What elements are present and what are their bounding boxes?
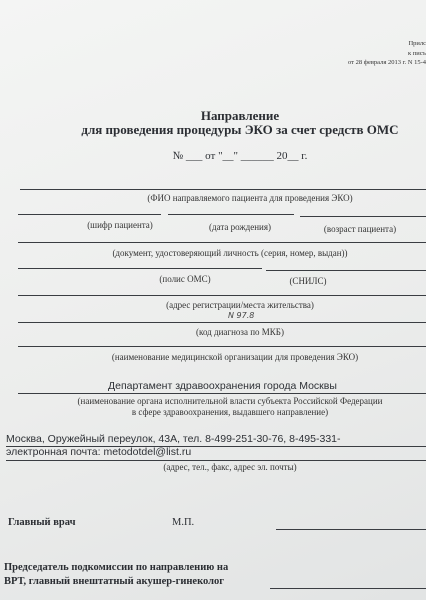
cipher-label: (шифр пациента) [87,220,153,230]
issuing-department: Департамент здравоохранения города Москвы [108,380,337,392]
address-label: (адрес регистрации/места жительства) [166,300,314,310]
contact-email-underline [6,460,426,461]
chairman-signature-line [270,588,426,589]
contacts-label: (адрес, тел., факс, адрес эл. почты) [163,462,297,472]
stamp-placeholder: М.П. [172,517,195,528]
organization-label: (наименование медицинской организации для проведения ЭКО) [111,352,359,362]
oms-label: (полис ОМС) [159,274,211,284]
document-number-line: № ___ от "__" ______ 20__ г. [172,150,308,162]
handwritten-diagnosis-code: N 97.8 [228,311,255,320]
contact-email: электронная почта: metodotdel@list.ru [6,446,192,458]
organization-line [18,346,426,347]
cipher-line [18,214,161,215]
address-line [18,295,426,296]
authority-label-line1: (наименование органа исполнительной власти субъекта Российской Федерации [77,396,383,406]
document-subtitle: для проведения процедуры ЭКО за счет средств ОМС [81,122,399,137]
oms-line [18,268,262,269]
appendix-header-line2: к писъ [408,50,426,57]
fio-line [20,189,426,190]
snils-line [266,270,426,271]
chairman-title-line1: Председатель подкомиссии по направлению на [4,562,229,573]
age-line [300,216,426,217]
document-title: Направление [200,108,280,123]
document-label: (документ, удостоверяющий личность (серия, номер, выдан)) [112,248,348,258]
authority-label-line2: в сфере здравоохранения, выдавшего направление) [131,407,329,417]
birth-date-label: (дата рождения) [209,222,271,232]
chief-doctor-label: Главный врач [8,517,76,528]
snils-label: (СНИЛС) [289,276,327,286]
birth-date-line [168,214,294,215]
age-label: (возраст пациента) [323,224,397,234]
appendix-header-line3: от 28 февраля 2013 г. N 15-4 [347,59,426,66]
chief-doctor-signature-line [276,529,426,530]
chairman-title-line2: ВРТ, главный внештатный акушер-гинеколог [4,576,225,587]
diagnosis-label: (код диагноза по МКБ) [196,327,284,337]
contact-address-phone: Москва, Оружейный переулок, 43А, тел. 8-499-251-30-76, 8-495-331- [6,433,341,445]
fio-label: (ФИО направляемого пациента для проведения ЭКО) [147,193,353,203]
appendix-header-line1: Прилс [408,40,426,47]
diagnosis-line [18,322,426,323]
department-line [18,393,426,394]
document-line [18,242,426,243]
